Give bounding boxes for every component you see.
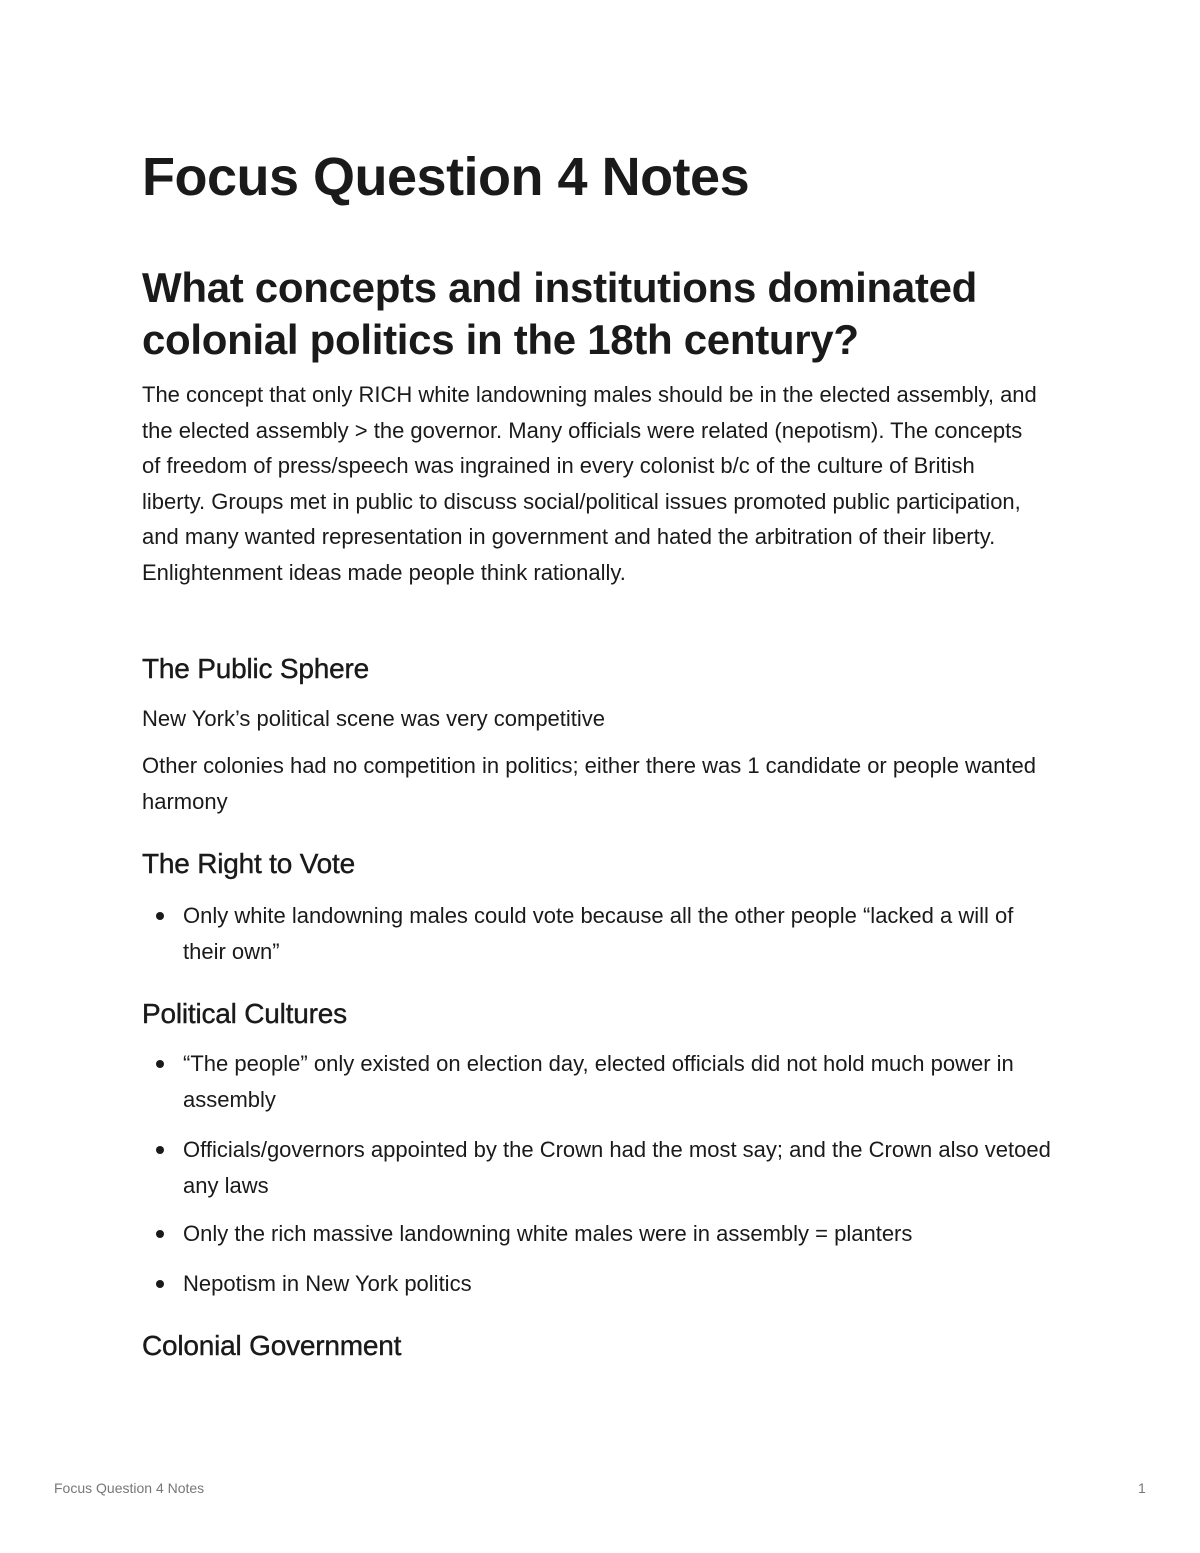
heading-public-sphere: The Public Sphere — [142, 653, 369, 684]
list-item-text: Only white landowning males could vote because all the other people “lacked a will of their own” — [183, 903, 1014, 964]
intro-paragraph: The concept that only RICH white landowning males should be in the elected assembly, and the elected assembly > the governor. Many officials were related (nepotism). The concepts of freedom of press/speech was ingrained in every colonist b/c of the culture of British liberty. Groups met in public to discuss social/political issues promoted public participation, and many wanted representation in government and hated the arbitration of their liberty. Enlightenment ideas made people think rationally. — [142, 382, 1037, 585]
list-item — [142, 1216, 1062, 1252]
bullet-icon — [156, 1146, 164, 1154]
list-item — [142, 1266, 1062, 1302]
heading-political-cultures: Political Cultures — [142, 998, 347, 1029]
list-item-text: Only the rich massive landowning white males were in assembly = planters — [183, 1221, 913, 1246]
focus-question-heading: What concepts and institutions dominated colonial politics in the 18th century? — [142, 264, 978, 363]
list-item — [142, 1046, 1062, 1117]
list-item-text: “The people” only existed on election day, elected officials did not hold much power in assembly — [183, 1051, 1014, 1112]
heading-colonial-government: Colonial Government — [142, 1330, 402, 1361]
bullet-icon — [156, 912, 164, 920]
list-item — [142, 1132, 1062, 1203]
footer-page-number: 1 — [1138, 1480, 1146, 1496]
footer-title: Focus Question 4 Notes — [54, 1480, 205, 1496]
public-sphere-paragraph-1: New York’s political scene was very competitive — [142, 706, 606, 731]
list-item-text: Nepotism in New York politics — [183, 1271, 472, 1296]
document-title: Focus Question 4 Notes — [142, 147, 750, 207]
bullet-icon — [156, 1060, 164, 1068]
bullet-icon — [156, 1280, 164, 1288]
heading-right-to-vote: The Right to Vote — [142, 848, 355, 879]
list-item — [142, 898, 1062, 969]
bullet-icon — [156, 1230, 164, 1238]
public-sphere-paragraph-2: Other colonies had no competition in politics; either there was 1 candidate or people wanted harmony — [142, 753, 1036, 814]
list-item-text: Officials/governors appointed by the Crown had the most say; and the Crown also vetoed any laws — [183, 1137, 1051, 1198]
